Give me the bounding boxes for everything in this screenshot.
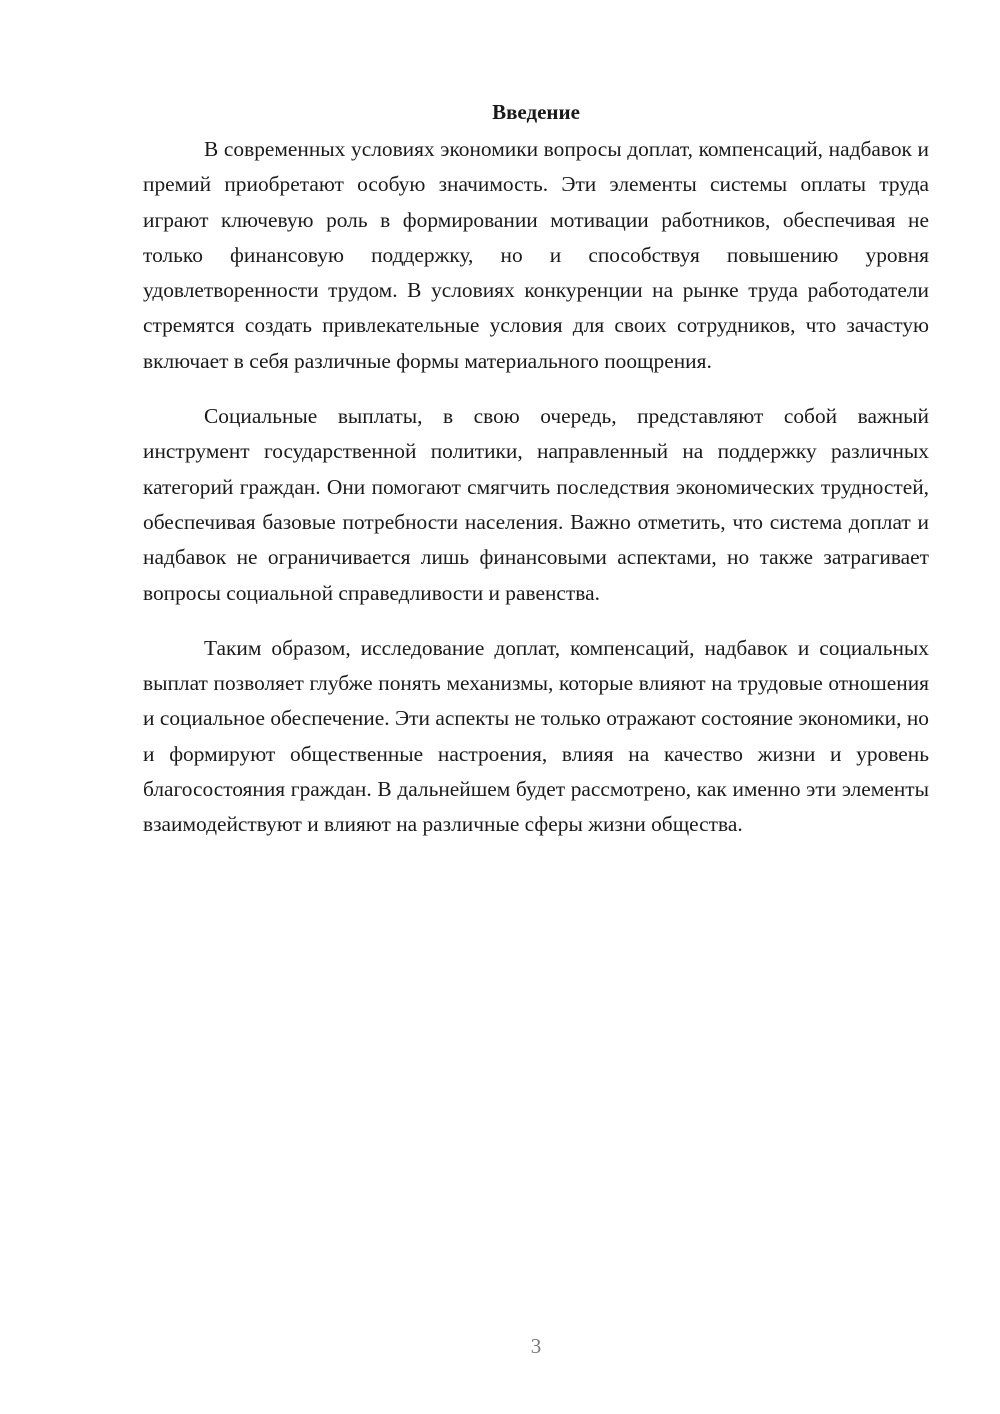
paragraph-1: В современных условиях экономики вопросы доплат, компенсаций, надбавок и премий приобретают особую значимость. Эти элементы системы оплаты труда играют ключевую роль в формировании мотивации работников, обеспечивая не только финансовую поддержку, но и способствуя повышению уровня удовлетворенности трудом. В условиях конкуренции на рынке труда работодатели стремятся создать привлекательные условия для своих сотрудников, что зачастую включает в себя различные формы материального поощрения. [143, 137, 929, 373]
page-content [143, 96, 929, 863]
paragraph-2: Социальные выплаты, в свою очередь, представляют собой важный инструмент государственной политики, направленный на поддержку различных категорий граждан. Они помогают смягчить последствия экономических трудностей, обеспечивая базовые потребности населения. Важно отметить, что система доплат и надбавок не ограничивается лишь финансовыми аспектами, но также затрагивает вопросы социальной справедливости и равенства. [143, 404, 929, 605]
section-heading: Введение [492, 100, 580, 124]
page-number: 3 [530, 1334, 542, 1358]
paragraph-3: Таким образом, исследование доплат, компенсаций, надбавок и социальных выплат позволяет глубже понять механизмы, которые влияют на трудовые отношения и социальное обеспечение. Эти аспекты не только отражают состояние экономики, но и формируют общественные настроения, влияя на качество жизни и уровень благосостояния граждан. В дальнейшем будет рассмотрено, как именно эти элементы взаимодействуют и влияют на различные сферы жизни общества. [143, 635, 929, 837]
